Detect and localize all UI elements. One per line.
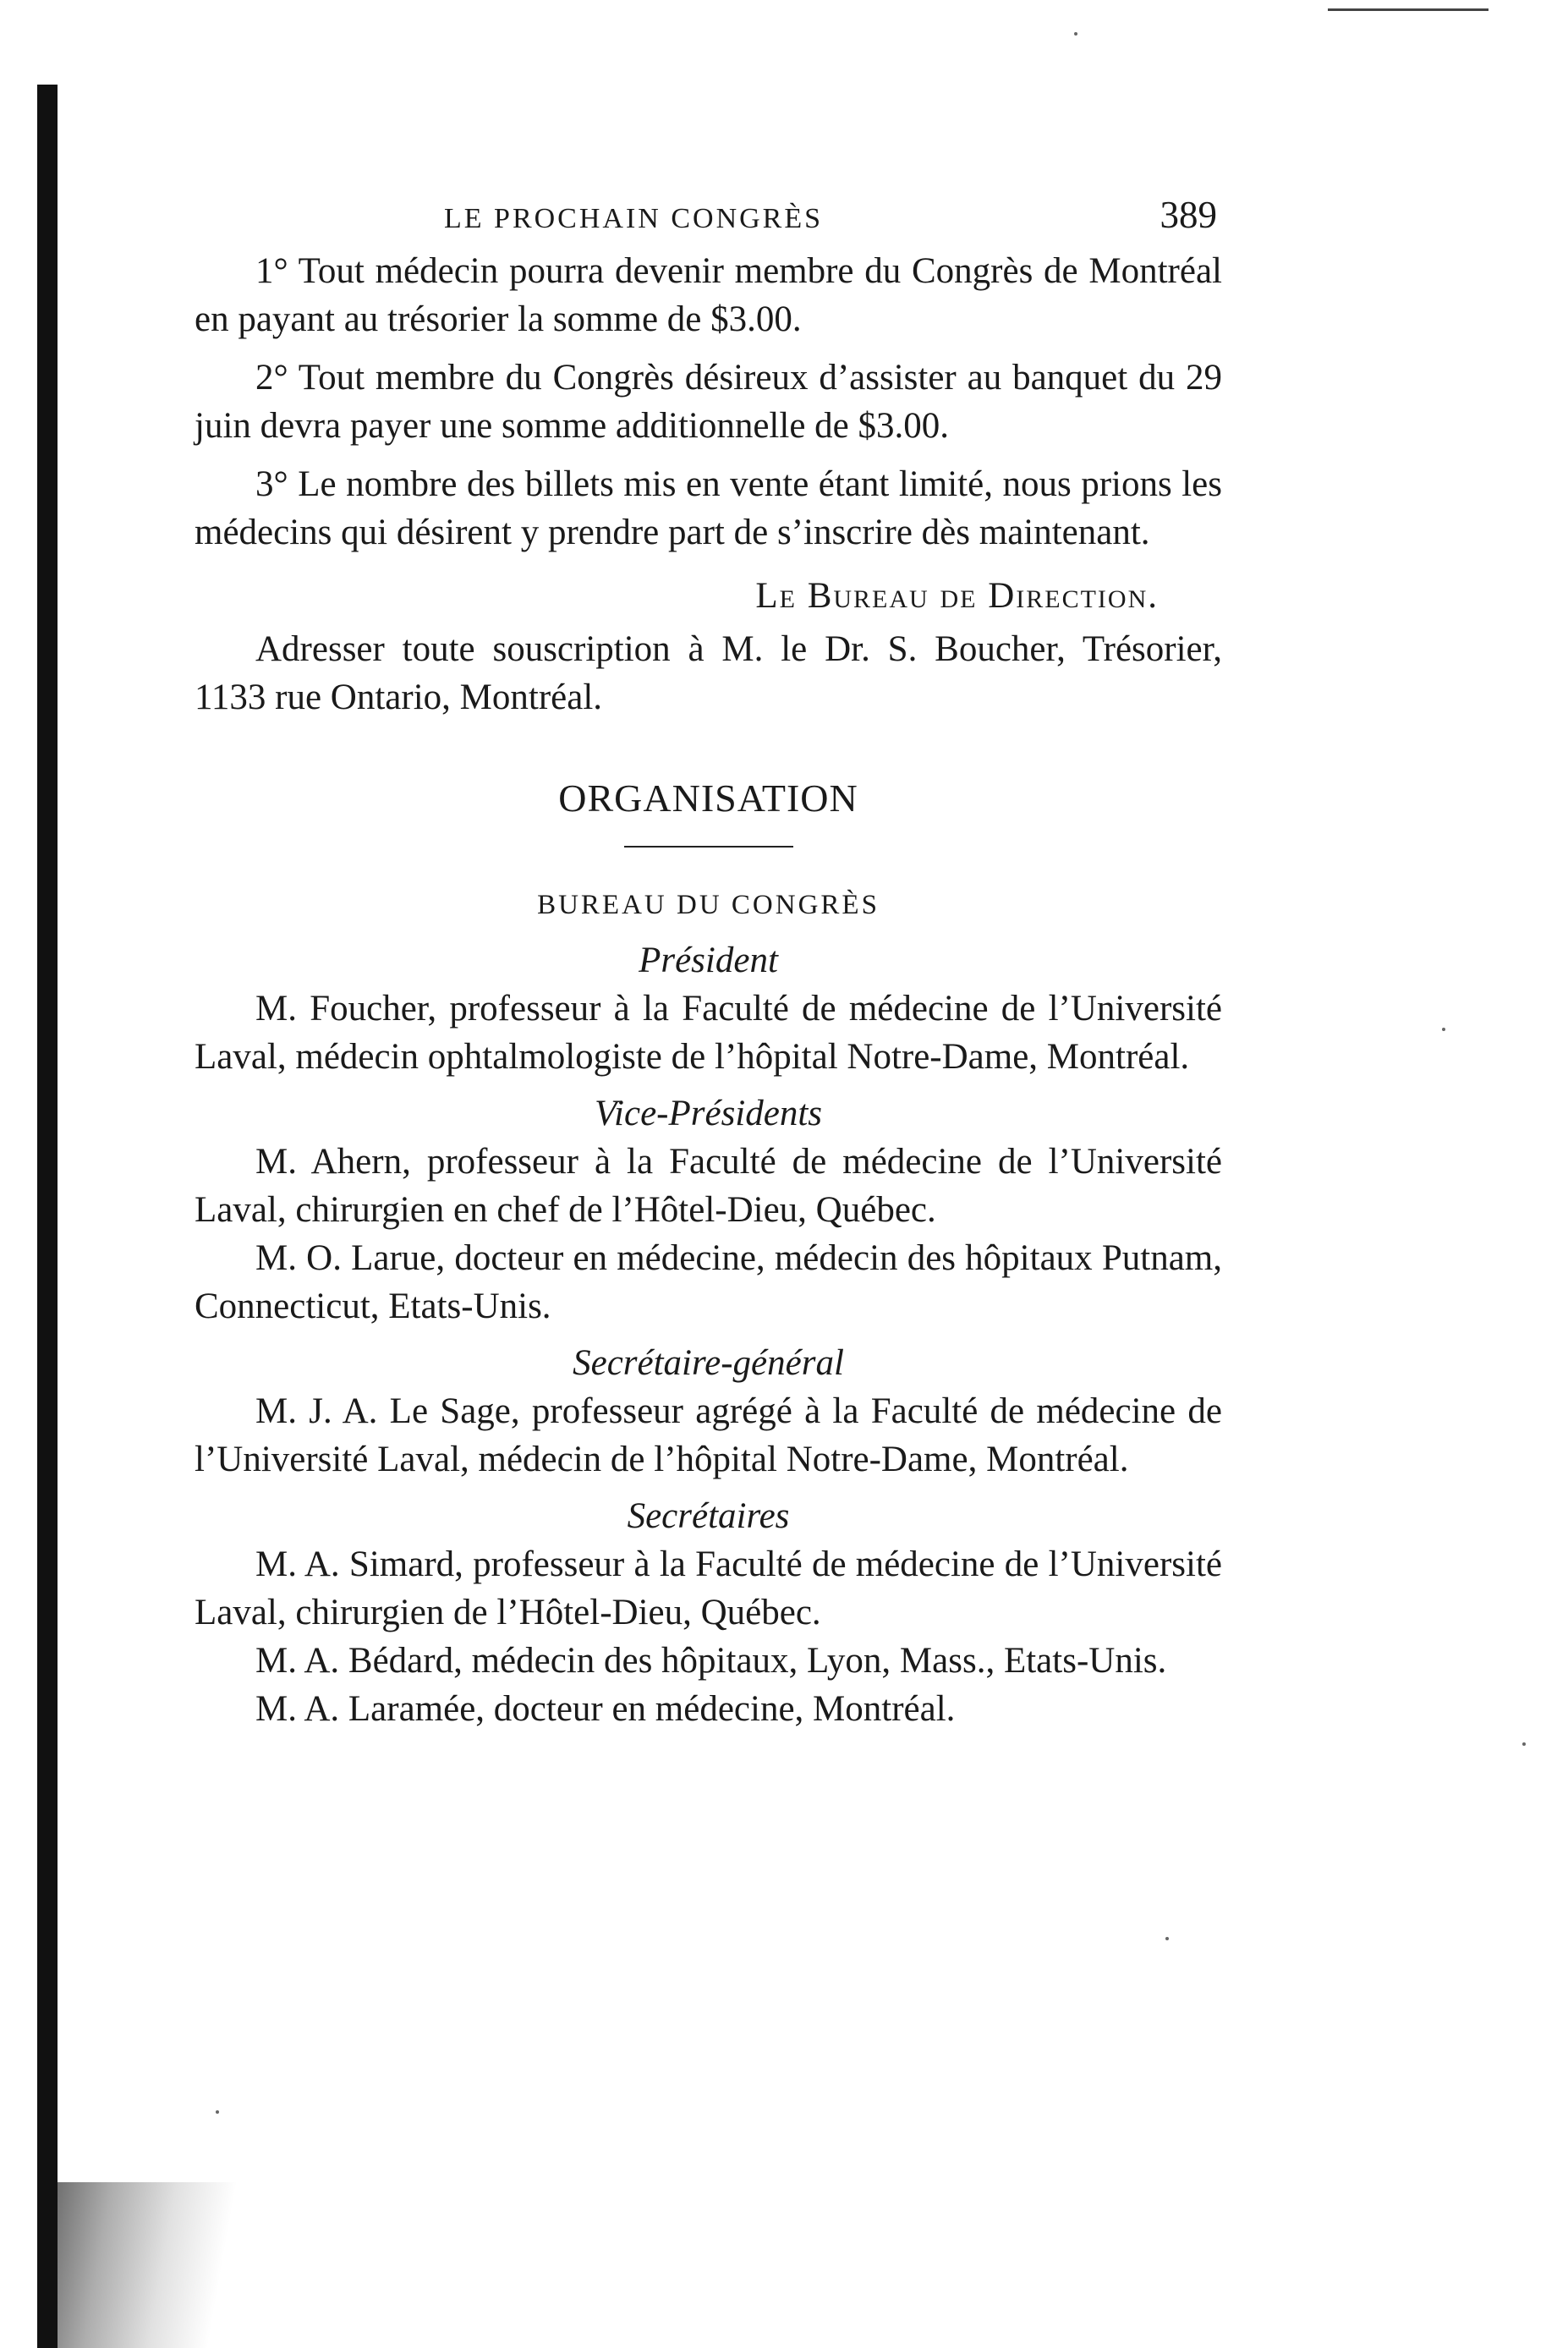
scan-speck (1165, 1937, 1169, 1940)
member-entry: M. A. Simard, professeur à la Faculté de médecine de l’Université Laval, chirurgien de l’Hôtel-Dieu, Québec. (195, 1544, 1222, 1632)
section-rule (624, 846, 793, 848)
role-heading-secretaries: Secrétaires (627, 1496, 790, 1536)
running-head: LE PROCHAIN CONGRÈS (444, 203, 824, 234)
signature-bureau-direction: Le Bureau de Direction. (755, 576, 1159, 616)
member-entry: M. J. A. Le Sage, professeur agrégé à la Faculté de médecine de l’Université Laval, médecin de l’hôpital Notre-Dame, Montréal. (195, 1391, 1222, 1479)
scan-speck (216, 2110, 219, 2114)
member-entry: M. A. Laramée, docteur en médecine, Montréal. (255, 1689, 956, 1729)
page-header (195, 195, 1222, 247)
paragraph-rule-2: 2° Tout membre du Congrès désireux d’assister au banquet du 29 juin devra payer une somme additionnelle de $3.00. (195, 358, 1222, 446)
section-title-organisation: ORGANISATION (558, 776, 858, 820)
paragraph-rule-1: 1° Tout médecin pourra devenir membre du Congrès de Montréal en payant au trésorier la somme de $3.00. (195, 251, 1222, 339)
scan-edge-line (1328, 8, 1489, 11)
paragraph-rule-3: 3° Le nombre des billets mis en vente étant limité, nous prions les médecins qui désirent y prendre part de s’inscrire dès maintenant. (195, 464, 1222, 552)
role-heading-president: Président (639, 941, 778, 980)
member-entry: M. O. Larue, docteur en médecine, médecin des hôpitaux Putnam, Connecticut, Etats-Unis. (195, 1238, 1222, 1326)
role-heading-secretary-general: Secrétaire-général (573, 1343, 844, 1383)
book-page (195, 195, 1222, 1733)
scan-speck (1442, 1028, 1445, 1031)
page-number: 389 (1160, 194, 1217, 236)
member-entry: M. A. Bédard, médecin des hôpitaux, Lyon, Mass., Etats-Unis. (255, 1641, 1167, 1681)
page-edge-shadow (58, 2182, 277, 2348)
member-entry: M. Ahern, professeur à la Faculté de médecine de l’Université Laval, chirurgien en chef de l’Hôtel-Dieu, Québec. (195, 1142, 1222, 1230)
scan-speck (1522, 1742, 1526, 1746)
member-entry: M. Foucher, professeur à la Faculté de médecine de l’Université Laval, médecin ophtalmologiste de l’hôpital Notre-Dame, Montréal. (195, 989, 1222, 1077)
address-note: Adresser toute souscription à M. le Dr. S. Boucher, Trésorier, 1133 rue Ontario, Montréal. (195, 629, 1222, 717)
book-spine-shadow (37, 85, 58, 2348)
scan-speck (1074, 32, 1077, 36)
subsection-title-bureau: BUREAU DU CONGRÈS (537, 890, 880, 920)
role-heading-vice-presidents: Vice-Présidents (594, 1094, 823, 1133)
